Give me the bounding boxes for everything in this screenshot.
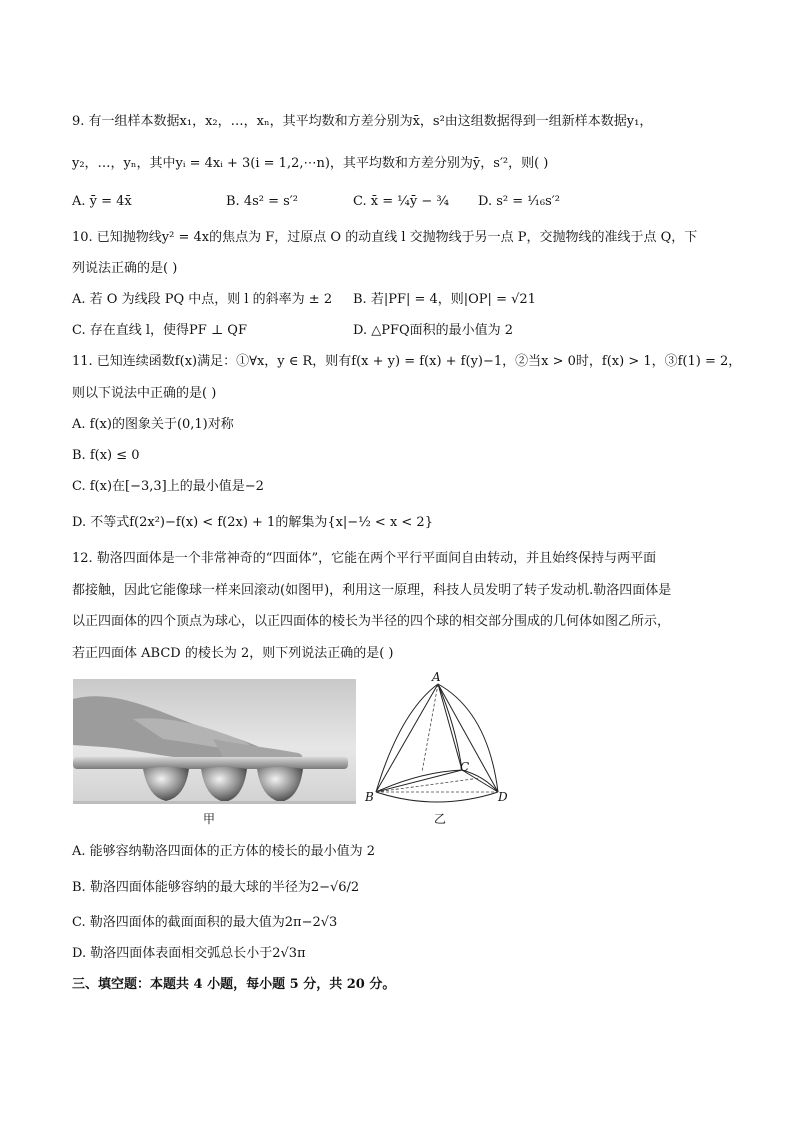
- vertex-label-b: B: [365, 790, 374, 804]
- q11-option-b[interactable]: B. f(x) ≤ 0: [72, 448, 140, 463]
- figure-jia-photo: [73, 679, 356, 804]
- q9-option-b[interactable]: B. 4s² = s′²: [226, 194, 298, 209]
- figure-yi-diagram: [360, 672, 530, 822]
- figure-jia-caption: 甲: [203, 812, 216, 826]
- figure-yi-caption: 乙: [434, 812, 447, 826]
- q12-stem-line4: 若正四面体 ABCD 的棱长为 2，则下列说法正确的是( ): [72, 646, 394, 661]
- q12-option-a[interactable]: A. 能够容纳勒洛四面体的正方体的棱长的最小值为 2: [72, 844, 376, 859]
- q12-option-c[interactable]: C. 勒洛四面体的截面面积的最大值为2π−2√3: [72, 915, 338, 930]
- q11-option-c[interactable]: C. f(x)在[−3,3]上的最小值是−2: [72, 479, 264, 494]
- q10-stem-line1: 10. 已知抛物线y² = 4x的焦点为 F，过原点 O 的动直线 l 交抛物线于另一点 P，交抛物线的准线于点 Q，下: [72, 230, 698, 245]
- vertex-label-c: C: [460, 760, 470, 774]
- q11-stem-line2: 则以下说法中正确的是( ): [72, 386, 217, 401]
- q10-option-d[interactable]: D. △PFQ面积的最小值为 2: [353, 323, 514, 338]
- q10-option-b[interactable]: B. 若|PF| = 4，则|OP| = √21: [353, 292, 536, 307]
- vertex-label-d: D: [498, 790, 508, 804]
- q12-stem-line1: 12. 勒洛四面体是一个非常神奇的“四面体”，它能在两个平行平面间自由转动，并且始终保持与两平面: [72, 551, 657, 566]
- section-3-heading: 三、填空题：本题共 4 小题，每小题 5 分，共 20 分。: [72, 977, 396, 992]
- vertex-label-a: A: [432, 670, 441, 684]
- q12-stem-line2: 都接触，因此它能像球一样来回滚动(如图甲)，利用这一原理，科技人员发明了转子发动机.勒洛四面体是: [72, 583, 672, 598]
- q12-option-d[interactable]: D. 勒洛四面体表面相交弧总长小于2√3π: [72, 946, 306, 961]
- q9-option-d[interactable]: D. s² = ¹⁄₁₆s′²: [478, 194, 560, 209]
- q12-option-b[interactable]: B. 勒洛四面体能够容纳的最大球的半径为2−√6/2: [72, 880, 360, 895]
- q9-option-c[interactable]: C. x̄ = ¼ȳ − ¾: [353, 194, 449, 209]
- q9-stem-line2: y₂，…，yₙ，其中yᵢ = 4xᵢ + 3(i = 1,2,⋯n)，其平均数和方差分别为ȳ，s′²，则( ): [72, 156, 549, 171]
- q9-stem-line1: 9. 有一组样本数据x₁，x₂，…，xₙ，其平均数和方差分别为x̄，s²由这组数据得到一组新样本数据y₁，: [72, 114, 653, 129]
- q11-option-a[interactable]: A. f(x)的图象关于(0,1)对称: [72, 417, 234, 432]
- q12-stem-line3: 以正四面体的四个顶点为球心，以正四面体的棱长为半径的四个球的相交部分围成的几何体如图乙所示，: [72, 614, 671, 629]
- q11-option-d[interactable]: D. 不等式f(2x²)−f(x) < f(2x) + 1的解集为{x|−½ < x < 2}: [72, 515, 433, 530]
- q9-option-a[interactable]: A. ȳ = 4x̄: [72, 194, 132, 209]
- q10-option-a[interactable]: A. 若 O 为线段 PQ 中点，则 l 的斜率为 ± 2: [72, 292, 333, 307]
- q10-option-c[interactable]: C. 存在直线 l，使得PF ⊥ QF: [72, 323, 247, 338]
- q11-stem-line1: 11. 已知连续函数f(x)满足：①∀x，y ∈ R，则有f(x + y) = f(x) + f(y)−1，②当x > 0时，f(x) > 1，③f(1) = 2，: [72, 354, 742, 369]
- q10-stem-line2: 列说法正确的是( ): [72, 261, 178, 276]
